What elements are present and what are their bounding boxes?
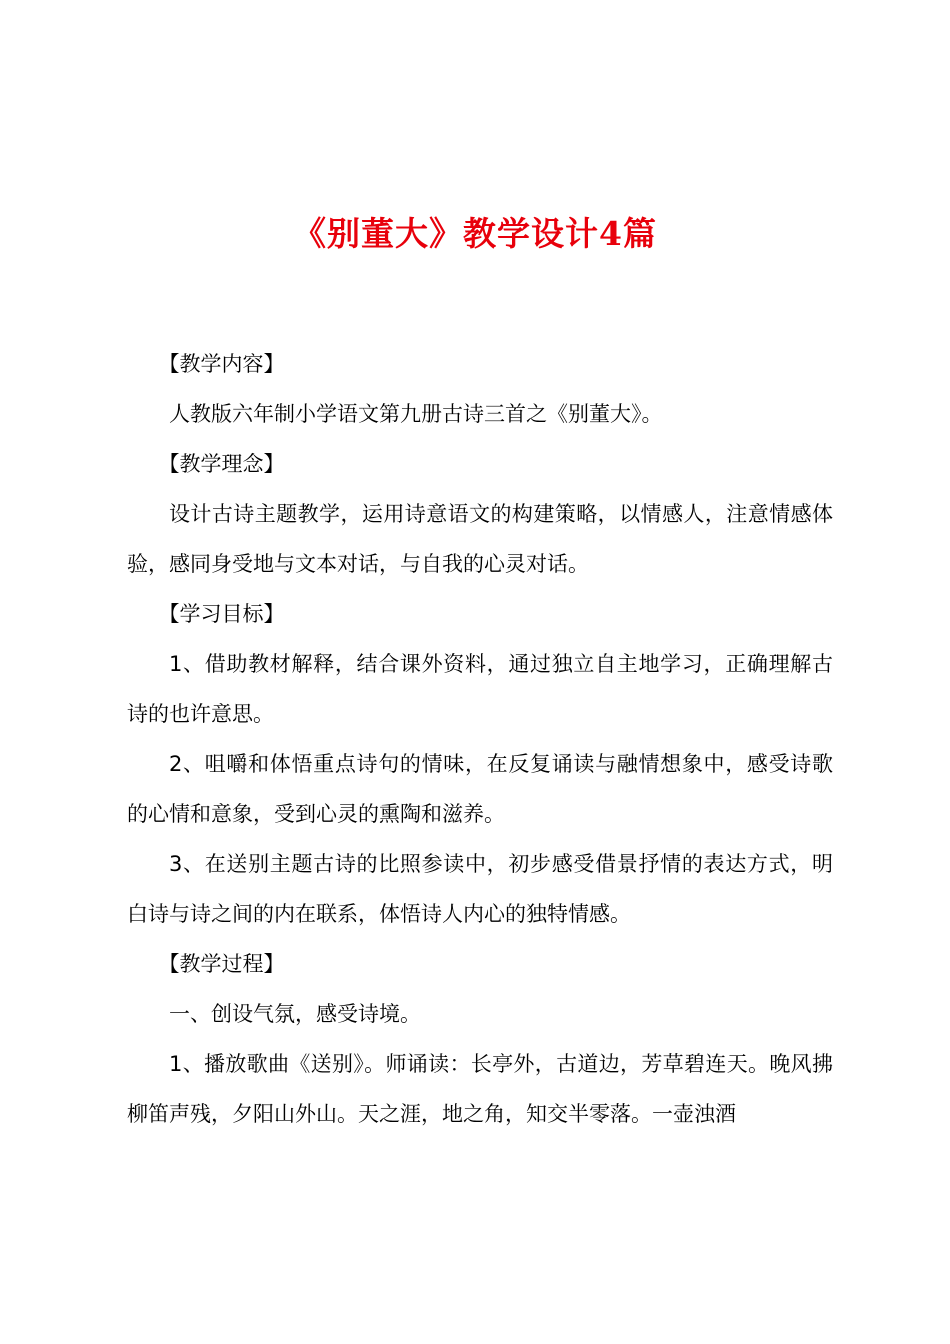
section-heading-learning-goals: 【学习目标】 [158, 602, 285, 626]
section-heading-teaching-process: 【教学过程】 [158, 952, 285, 976]
paragraph-teaching-concept: 设计古诗主题教学，运用诗意语文的构建策略，以情感人，注意情感体验，感同身受地与文本对话，与自我的心灵对话。 [127, 502, 833, 576]
paragraph-teaching-content: 人教版六年制小学语文第九册古诗三首之《别董大》。 [169, 402, 663, 426]
paragraph-step-1-1: 1、播放歌曲《送别》。师诵读：长亭外，古道边，芳草碧连天。晚风拂柳笛声残，夕阳山外山。天之涯，地之角，知交半零落。一壶浊酒 [127, 1052, 833, 1126]
paragraph-step-1: 一、创设气氛，感受诗境。 [169, 1002, 421, 1026]
paragraph-goal-2: 2、咀嚼和体悟重点诗句的情味，在反复诵读与融情想象中，感受诗歌的心情和意象，受到心灵的熏陶和滋养。 [127, 752, 833, 826]
document-body [127, 339, 833, 1139]
paragraph-goal-3: 3、在送别主题古诗的比照参读中，初步感受借景抒情的表达方式，明白诗与诗之间的内在联系，体悟诗人内心的独特情感。 [127, 852, 833, 926]
section-heading-teaching-concept: 【教学理念】 [158, 452, 285, 476]
section-heading-teaching-content: 【教学内容】 [158, 352, 285, 376]
document-title: 《别董大》教学设计4篇 [293, 214, 657, 253]
paragraph-goal-1: 1、借助教材解释，结合课外资料，通过独立自主地学习，正确理解古诗的也许意思。 [127, 652, 833, 726]
